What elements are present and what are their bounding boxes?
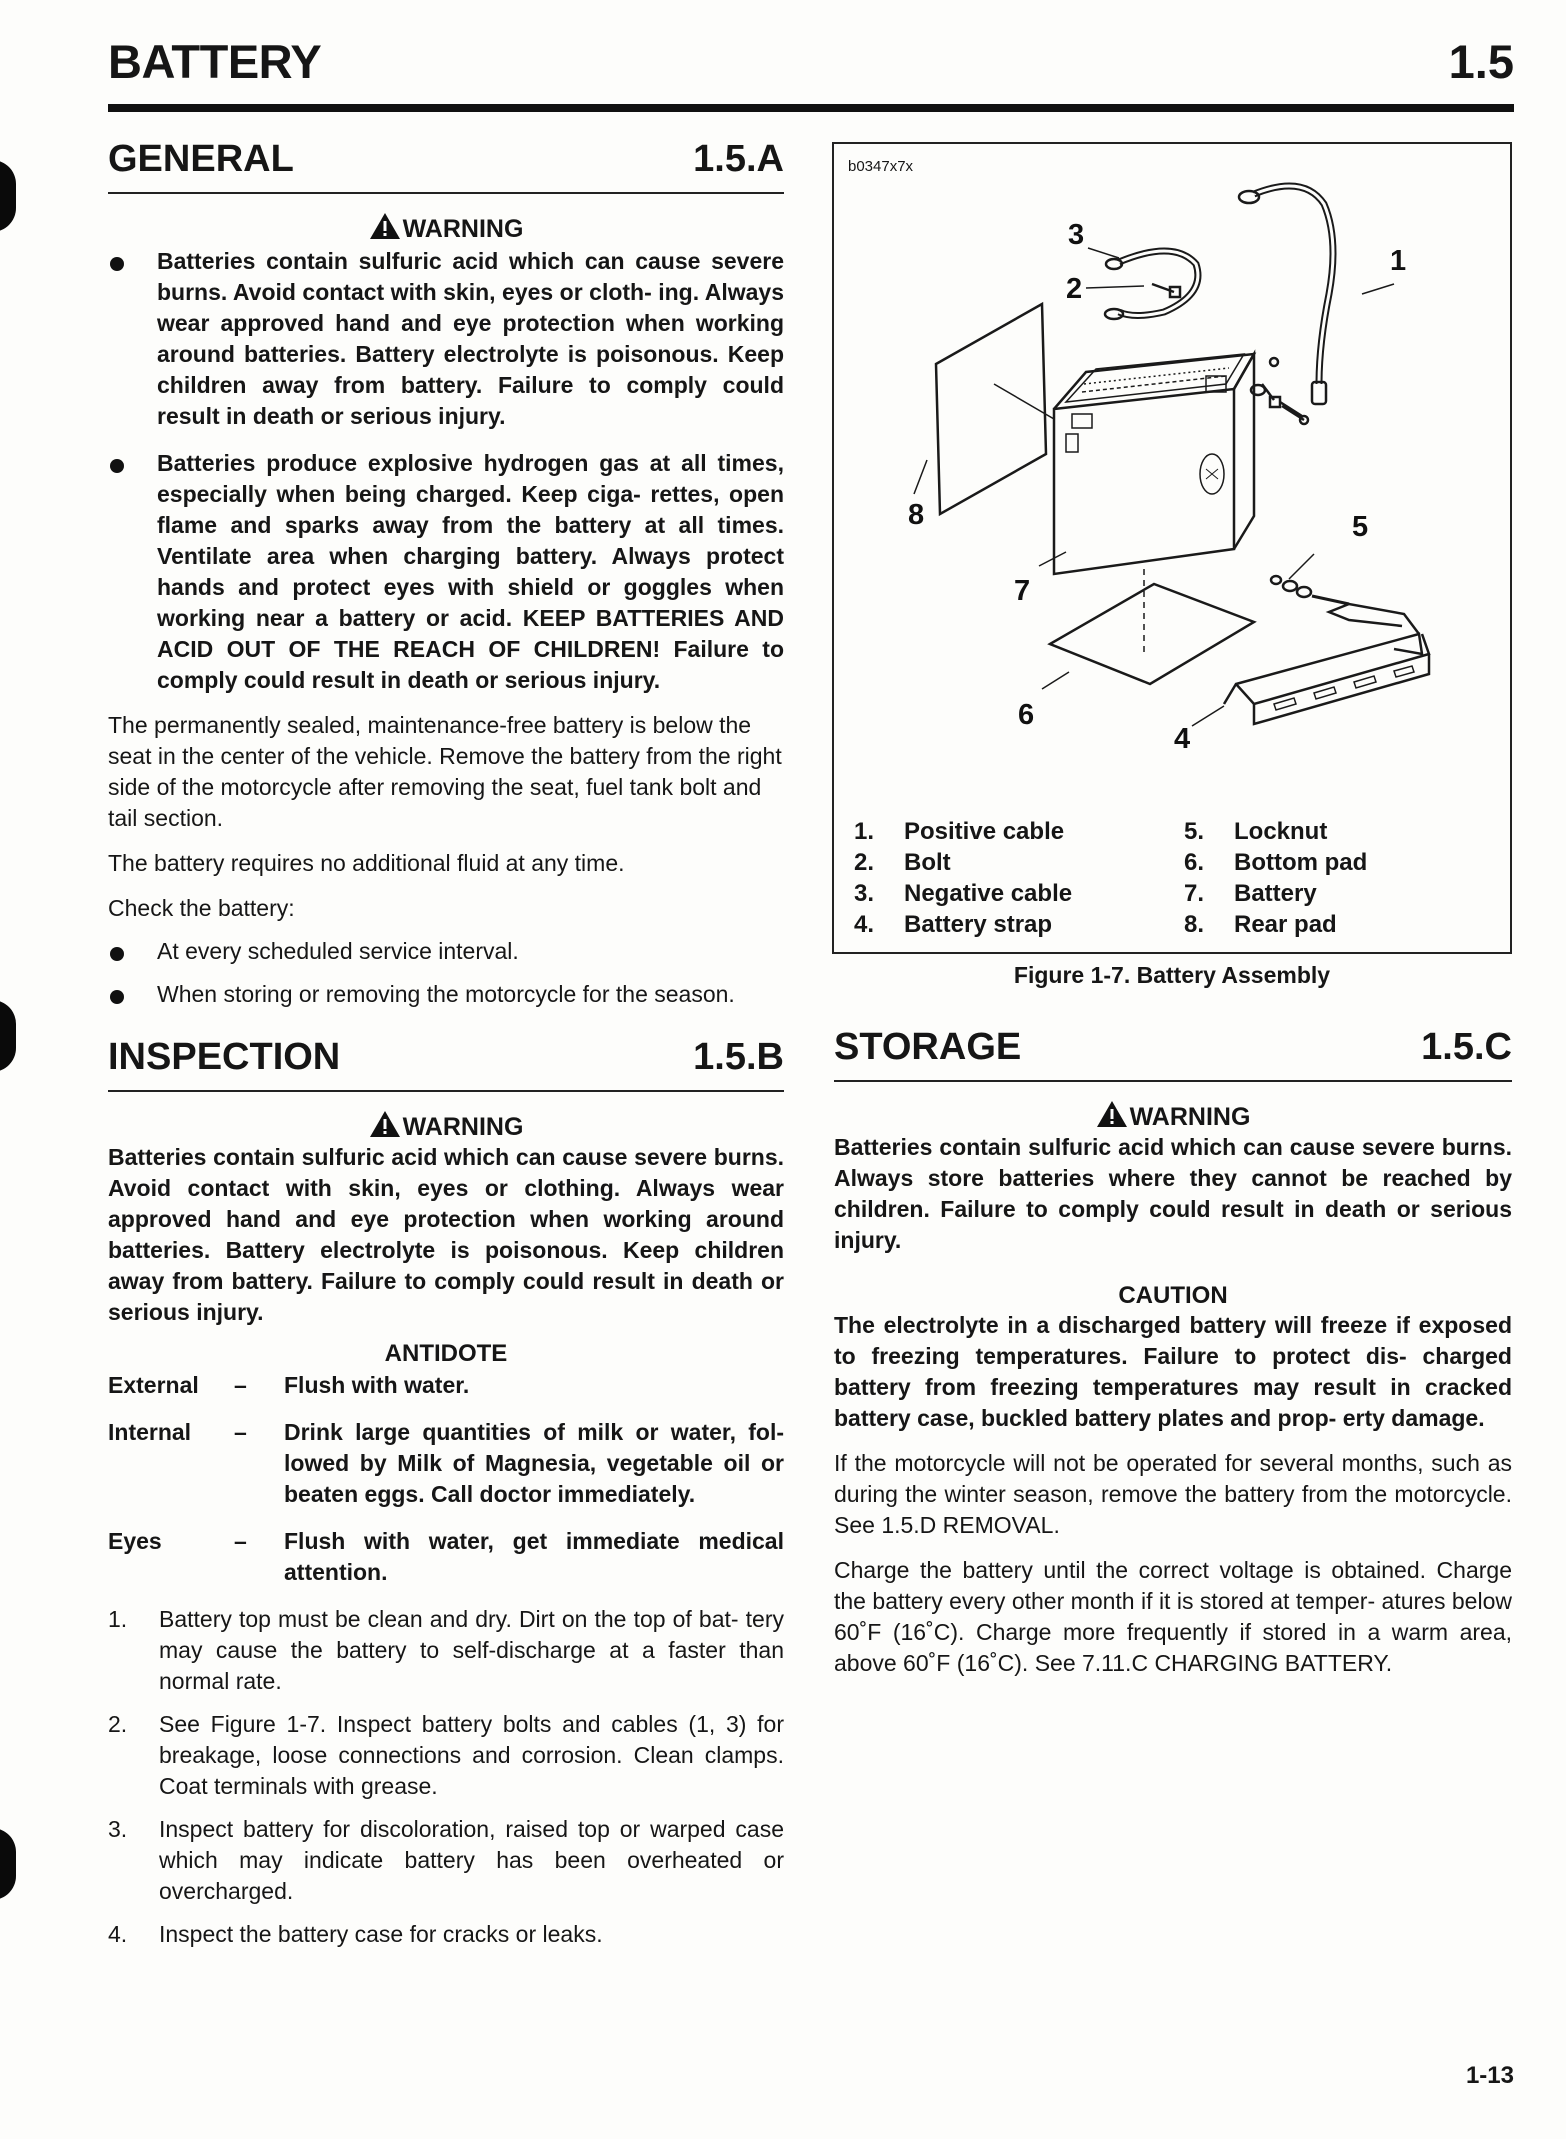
step-text: Inspect battery for discoloration, raised top or warped case which may indicate battery has been overheated or overcharged. [159,1816,784,1904]
legend-column-left [854,816,1072,940]
warning-label: WARNING [402,215,524,243]
step-item [108,1919,784,1950]
legend-number: 5. [1184,818,1205,845]
caution-text: The electrolyte in a discharged battery will freeze if exposed to freezing temperatures. Failure to protect dis- charged battery from freezing temperatures may result in cracked battery case, buckled battery plates and prop- erty damage. [834,1312,1512,1431]
bullet-icon [110,947,124,961]
warning-text: Batteries contain sulfuric acid which can cause severe burns. Avoid contact with skin, eyes or cloth- ing. Always wear approved hand and eye protection when working around batteries. Battery electrolyte is poisonous. Keep children away from battery. Failure to comply could result in death or serious injury. [157,248,784,429]
legend-item [1184,847,1367,878]
paragraph: The permanently sealed, maintenance-free battery is below the seat in the center of the vehicle. Remove the battery from the right side of the motorcycle after removing the seat, fuel tank bolt and tail section. [108,712,782,831]
antidote-row [108,1417,784,1510]
antidote-text: Flush with water. [284,1372,470,1398]
warning-heading [108,1110,784,1142]
paragraph: The battery requires no additional fluid at any time. [108,850,625,876]
warning-item [108,448,784,696]
antidote-dash: – [234,1528,247,1554]
warning-text: Batteries contain sulfuric acid which can cause severe burns. Avoid contact with skin, eyes or clothing. Always wear approved hand and eye protection when working around batteries. Battery electrolyte is poisonous. Keep children away from battery. Failure to comply could result in death or serious injury. [108,1144,784,1325]
step-number: 4. [108,1921,128,1947]
section-header-inspection [108,1030,784,1092]
legend-item [854,878,1072,909]
callout-6: 6 [1018,699,1035,731]
legend-number: 8. [1184,911,1205,938]
legend-item [1184,909,1367,940]
legend-item [1184,878,1367,909]
warning-triangle-icon [369,1110,401,1138]
warning-label: WARNING [1129,1103,1251,1131]
step-text: See Figure 1-7. Inspect battery bolts and cables (1, 3) for breakage, loose connections and corrosion. Clean clamps. Coat terminals with grease. [159,1711,784,1799]
antidote-dash: – [234,1372,247,1398]
warning-triangle-icon [369,212,401,240]
paragraph: Charge the battery until the correct voltage is obtained. Charge the battery every other month if it is stored at temper- atures below 60˚F (16˚C). Charge more frequently if stored in a warm area, above 60˚F (16˚C). See 7.11.C CHARGING BATTERY. [834,1557,1512,1676]
legend-label: Negative cable [904,880,1073,907]
legend-label: Bottom pad [1234,849,1368,876]
section-header-storage [834,1020,1512,1082]
callout-4: 4 [1174,723,1191,755]
step-number: 1. [108,1606,128,1632]
page-header [108,34,1514,86]
step-number: 3. [108,1816,128,1842]
step-item [108,1604,784,1697]
binder-hole [0,160,16,232]
binder-hole [0,1000,16,1072]
legend-number: 3. [854,880,875,907]
legend-label: Positive cable [904,818,1065,845]
antidote-heading: ANTIDOTE [384,1340,508,1367]
chapter-number: 1.5 [1448,35,1514,88]
antidote-dash: – [234,1419,247,1445]
section-title: GENERAL [108,138,294,180]
section-title: INSPECTION [108,1036,341,1078]
legend-item [854,909,1072,940]
page-title: BATTERY [108,35,322,88]
warning-text: Batteries contain sulfuric acid which can cause severe burns. Always store batteries where they cannot be reached by children. Failure to comply could result in death or serious injury. [834,1134,1512,1253]
section-number: 1.5.B [693,1036,784,1078]
legend-item [854,847,1072,878]
warning-text: Batteries produce explosive hydrogen gas at all times, especially when being charged. Keep ciga- rettes, open flame and sparks away from the battery at all times. Ventilate area when charging battery. Always protect hands and protect eyes with shield or goggles when working near a battery or acid. KEEP BATTERIES AND ACID OUT OF THE REACH OF CHILDREN! Failure to comply could result in death or serious injury. [157,450,784,693]
antidote-text: Flush with water, get immediate medical attention. [284,1528,784,1585]
figure-id: b0347x7x [848,158,914,175]
step-number: 2. [108,1711,128,1737]
callout-8: 8 [908,499,925,531]
antidote-row [108,1526,784,1588]
left-column [108,132,784,1950]
bullet-icon [110,990,124,1004]
warning-heading [108,212,784,244]
figure-caption: Figure 1-7. Battery Assembly [1013,962,1331,988]
step-text: Battery top must be clean and dry. Dirt on the top of bat- tery may cause the battery to self-discharge at a faster than normal rate. [159,1606,784,1694]
callout-1: 1 [1390,245,1407,277]
bullet-icon [110,257,124,271]
section-header-general [108,132,784,194]
warning-heading [834,1100,1512,1132]
legend-label: Bolt [904,849,951,876]
list-item-text: At every scheduled service interval. [157,938,519,964]
legend-number: 6. [1184,849,1205,876]
step-item [108,1709,784,1802]
legend-label: Battery strap [904,911,1053,938]
legend-label: Rear pad [1234,911,1337,938]
bullet-icon [110,459,124,473]
callout-5: 5 [1352,511,1369,543]
section-number: 1.5.A [693,138,784,180]
caution-heading: CAUTION [1118,1282,1228,1309]
legend-number: 1. [854,818,875,845]
legend-item [854,816,1072,847]
right-column [834,1020,1512,1679]
page-number: 1-13 [1465,2062,1514,2089]
list-item-text: When storing or removing the motorcycle for the season. [157,981,735,1007]
binder-hole [0,1828,16,1900]
header-rule [108,104,1514,112]
legend-item [1184,816,1367,847]
figure-battery-assembly [832,142,1512,954]
warning-item [108,246,784,432]
step-text: Inspect the battery case for cracks or leaks. [159,1921,603,1947]
legend-label: Battery [1234,880,1317,907]
callout-3: 3 [1068,219,1085,251]
warning-triangle-icon [1096,1100,1128,1128]
battery-assembly-illustration [834,144,1510,804]
legend-number: 2. [854,849,875,876]
section-title: STORAGE [834,1026,1022,1068]
paragraph: Check the battery: [108,895,295,921]
antidote-label: Eyes [108,1528,162,1554]
warning-label: WARNING [402,1113,524,1141]
legend-number: 4. [854,911,875,938]
antidote-label: External [108,1372,199,1398]
legend-label: Locknut [1234,818,1328,845]
section-number: 1.5.C [1421,1026,1512,1068]
paragraph: If the motorcycle will not be operated for several months, such as during the winter season, remove the battery from the motorcycle. See 1.5.D REMOVAL. [834,1450,1512,1538]
callout-2: 2 [1066,273,1083,305]
list-item [108,979,784,1010]
legend-column-right [1184,816,1367,940]
antidote-text: Drink large quantities of milk or water, fol- lowed by Milk of Magnesia, vegetable oil or beaten eggs. Call doctor immediately. [284,1419,784,1507]
antidote-row [108,1370,784,1401]
legend-number: 7. [1184,880,1205,907]
list-item [108,936,784,967]
antidote-label: Internal [108,1419,192,1445]
step-item [108,1814,784,1907]
callout-7: 7 [1014,575,1031,607]
